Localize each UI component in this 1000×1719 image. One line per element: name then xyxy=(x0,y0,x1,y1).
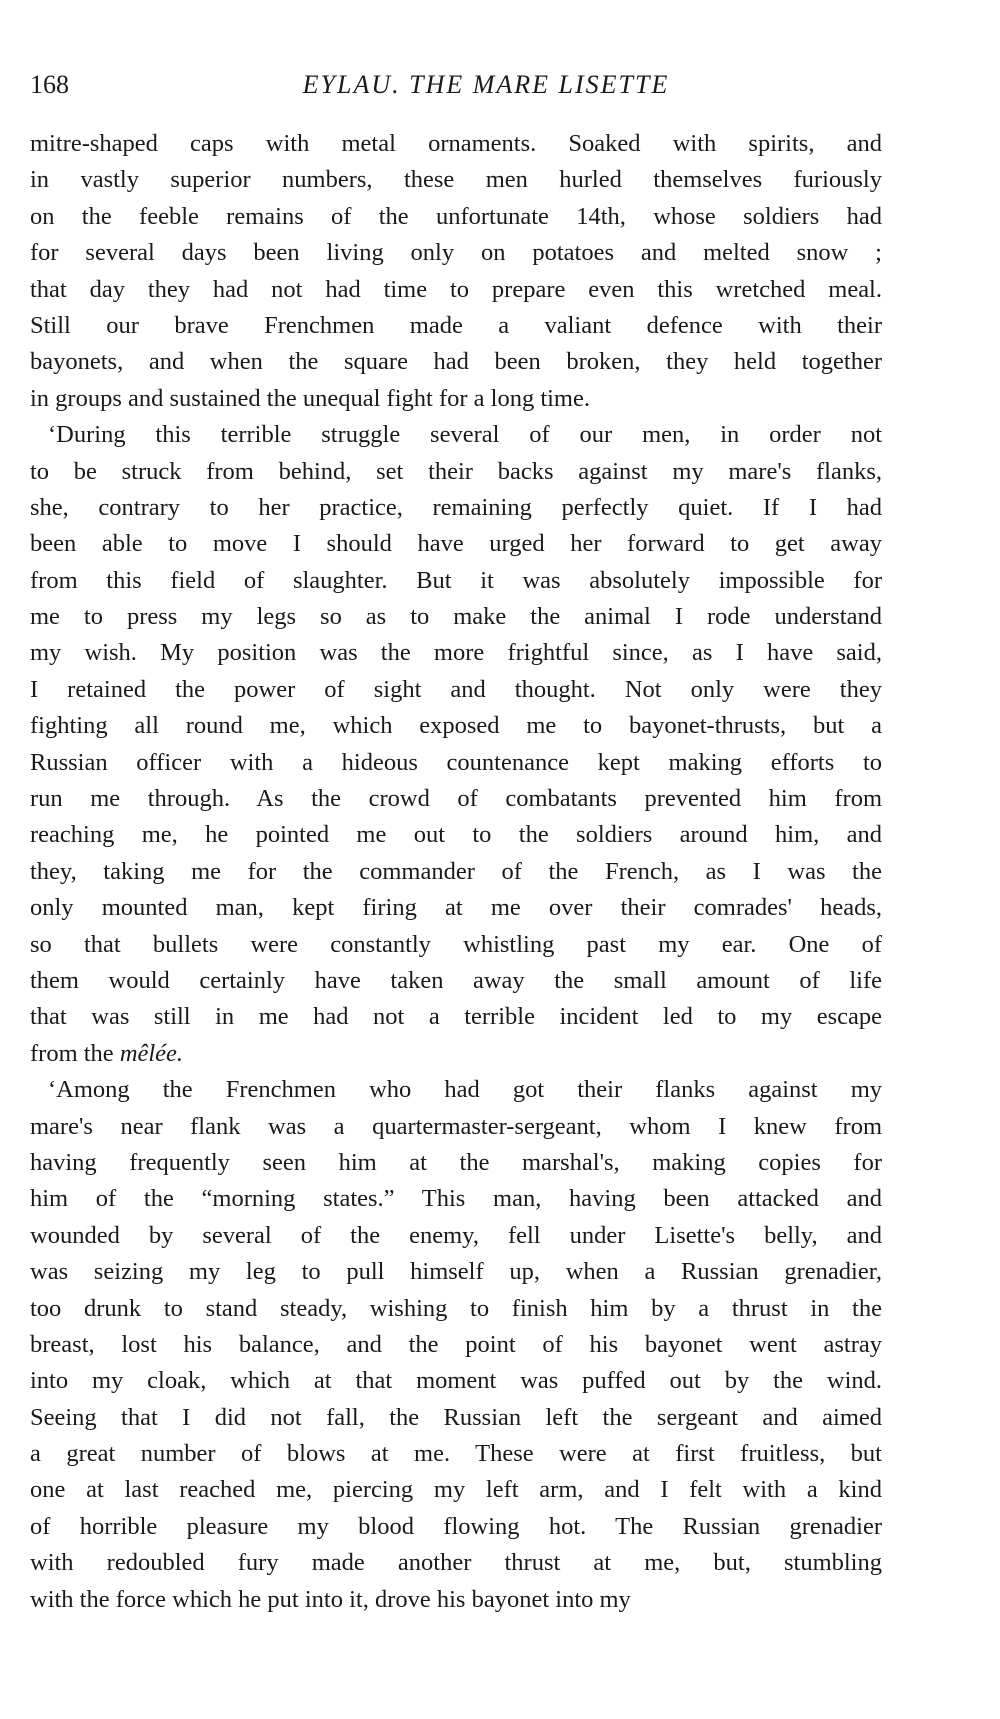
text-line: ‘During this terrible struggle several of our men, in order not xyxy=(48,421,882,449)
text-line: mare's near flank was a quartermaster-sergeant, whom I knew from xyxy=(30,1112,882,1140)
running-header xyxy=(30,70,882,106)
text-line: in groups and sustained the unequal fight for a long time. xyxy=(30,384,590,412)
italic-word: mêlée. xyxy=(119,1039,184,1067)
text-line: mitre-shaped caps with metal ornaments. Soaked with spirits, and xyxy=(30,130,882,157)
text-line: into my cloak, which at that moment was puffed out by the wind. xyxy=(30,1367,882,1395)
page-number: 168 xyxy=(30,70,69,99)
text-line: run me through. As the crowd of combatants prevented him from xyxy=(30,785,882,813)
paragraph xyxy=(30,417,882,1072)
text-line: a great number of blows at me. These were at first fruitless, but xyxy=(30,1440,882,1468)
paragraph xyxy=(30,1072,882,1618)
text-line: they, taking me for the commander of the French, as I was the xyxy=(30,857,882,885)
text-line: with the force which he put into it, drove his bayonet into my xyxy=(30,1585,631,1613)
text-line xyxy=(30,1036,882,1072)
text-line: Still our brave Frenchmen made a valiant defence with their xyxy=(30,311,882,339)
text-line: him of the “morning states.” This man, having been attacked and xyxy=(30,1185,882,1213)
text-line: breast, lost his balance, and the point of his bayonet went astray xyxy=(30,1330,882,1358)
text-line: reaching me, he pointed me out to the soldiers around him, and xyxy=(30,821,882,849)
text-line: me to press my legs so as to make the animal I rode understand xyxy=(30,603,882,631)
text-line: my wish. My position was the more frightful since, as I have said, xyxy=(30,639,882,667)
text-line: from this field of slaughter. But it was absolutely impossible for xyxy=(30,566,882,594)
text-line: wounded by several of the enemy, fell under Lisette's belly, and xyxy=(30,1221,882,1249)
text-line: for several days been living only on potatoes and melted snow ; xyxy=(30,239,882,267)
text-line: been able to move I should have urged her forward to get away xyxy=(30,530,882,558)
text-line: I retained the power of sight and thought. Not only were they xyxy=(30,675,882,703)
text-line: having frequently seen him at the marshal's, making copies for xyxy=(30,1148,882,1176)
text-line: she, contrary to her practice, remaining perfectly quiet. If I had xyxy=(30,493,882,521)
text-line: so that bullets were constantly whistling past my ear. One of xyxy=(30,930,882,958)
text-line: ‘Among the Frenchmen who had got their flanks against my xyxy=(48,1076,882,1104)
text-line: them would certainly have taken away the small amount of life xyxy=(30,966,882,994)
text-line: bayonets, and when the square had been broken, they held together xyxy=(30,348,882,376)
text-line: with redoubled fury made another thrust at me, but, stumbling xyxy=(30,1549,882,1577)
text-line: on the feeble remains of the unfortunate 14th, whose soldiers had xyxy=(30,202,882,230)
text-line: in vastly superior numbers, these men hurled themselves furiously xyxy=(30,166,882,194)
paragraph xyxy=(30,126,882,417)
text-line: one at last reached me, piercing my left arm, and I felt with a kind xyxy=(30,1476,882,1504)
running-title: EYLAU. THE MARE LISETTE xyxy=(302,70,670,99)
text-line: only mounted man, kept firing at me over their comrades' heads, xyxy=(30,894,882,922)
page-body xyxy=(30,126,882,1618)
text-line: fighting all round me, which exposed me to bayonet-thrusts, but a xyxy=(30,712,882,740)
text-line: Russian officer with a hideous countenance kept making efforts to xyxy=(30,748,882,776)
text-line: of horrible pleasure my blood flowing hot. The Russian grenadier xyxy=(30,1512,882,1540)
text-fragment: from the xyxy=(30,1039,120,1067)
text-line: was seizing my leg to pull himself up, when a Russian grenadier, xyxy=(30,1258,882,1286)
text-line: that day they had not had time to prepare even this wretched meal. xyxy=(30,275,882,303)
text-line: too drunk to stand steady, wishing to finish him by a thrust in the xyxy=(30,1294,882,1322)
text-line: to be struck from behind, set their backs against my mare's flanks, xyxy=(30,457,882,485)
text-line: Seeing that I did not fall, the Russian left the sergeant and aimed xyxy=(30,1403,882,1431)
text-line: that was still in me had not a terrible incident led to my escape xyxy=(30,1003,882,1031)
